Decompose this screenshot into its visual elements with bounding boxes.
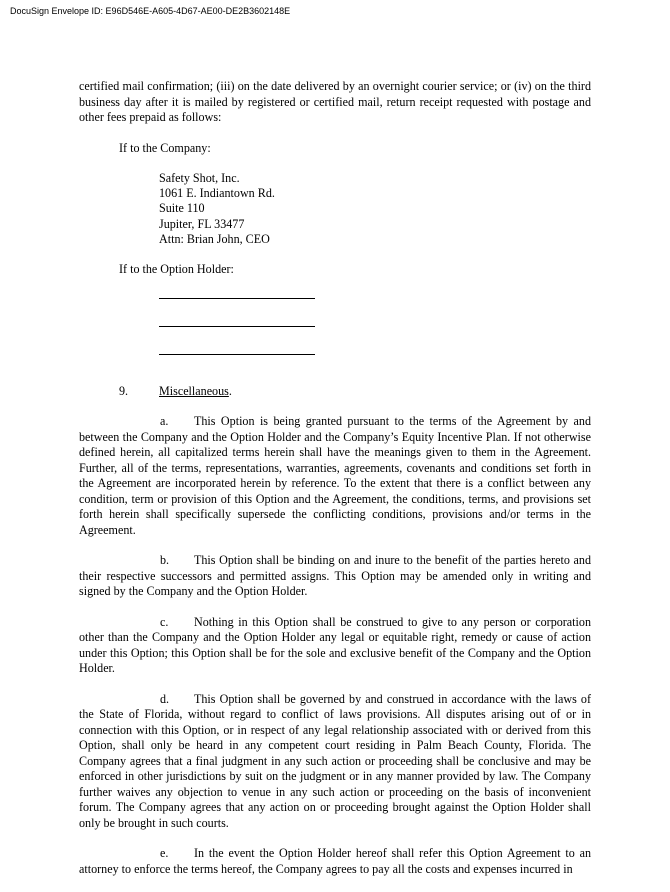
paragraph-text: This Option is being granted pursuant to the terms of the Agreement by and between the Company and the Option Holder and the Company’s Equity Incentive Plan. If not otherwise defined herein, all capitalized terms herein shall have the meanings given to them in the Agreement. Further, all of the terms, representations, warranties, agreements, covenants and conditions set forth in the Agreement are incorporated herein by reference. To the extent that there is a conflict between any condition, term or provision of this Option and the Agreement, the conditions, terms, and provisions set forth herein shall specifically supersede the conflicting conditions, provisions and/or terms in the Agreement.	[79, 414, 591, 537]
intro-paragraph: certified mail confirmation; (iii) on the date delivered by an overnight courier service; or (iv) on the third business day after it is mailed by registered or certified mail, return receipt requested with postage and other fees prepaid as follows:	[79, 79, 591, 124]
company-address	[159, 171, 591, 247]
paragraph-letter: e.	[160, 846, 169, 861]
paragraph-d	[79, 692, 591, 832]
option-holder-label: If to the Option Holder:	[119, 262, 234, 277]
address-blank-line[interactable]	[159, 334, 315, 355]
section-title: Miscellaneous	[159, 383, 229, 398]
address-line: 1061 E. Indiantown Rd.	[159, 186, 275, 201]
paragraph-c	[79, 615, 591, 677]
company-label: If to the Company:	[119, 140, 211, 155]
paragraph-text: In the event the Option Holder hereof shall refer this Option Agreement to an attorney to enforce the terms hereof, the Company agrees to pay all the costs and expenses incurred in	[79, 846, 591, 876]
address-line: Attn: Brian John, CEO	[159, 231, 270, 246]
paragraph-letter: a.	[160, 414, 169, 429]
address-blank-line[interactable]	[159, 278, 315, 299]
paragraph-letter: c.	[160, 614, 169, 629]
docusign-envelope-id: DocuSign Envelope ID: E96D546E-A605-4D67-AE00-DE2B3602148E	[10, 6, 291, 16]
option-holder-address-blanks	[159, 278, 591, 355]
paragraph-text: Nothing in this Option shall be construed to give to any person or corporation other than the Company and the Option Holder any legal or equitable right, remedy or cause of action under this Option; this Option shall be for the sole and exclusive benefit of the Company and the Option Holder.	[79, 614, 591, 676]
section-heading	[119, 384, 591, 400]
paragraph-b	[79, 553, 591, 600]
section-number: 9.	[119, 383, 129, 398]
document-page	[79, 79, 591, 892]
paragraph-letter: d.	[160, 691, 170, 706]
paragraph-text: This Option shall be governed by and construed in accordance with the laws of the State of Florida, without regard to conflict of laws provisions. All disputes arising out of or in connection with this Option, or in respect of any legal relationship associated with or derived from this Option, shall only be heard in any competent court residing in Palm Beach County, Florida. The Company agrees that a final judgment in any such action or proceeding shall be conclusive and may be enforced in other jurisdictions by suit on the judgment or in any manner provided by law. The Company further waives any objection to venue in any such action or proceeding on the basis of inconvenient forum. The Company agrees that any action on or proceeding brought against the Option Holder shall only be brought in such courts.	[79, 691, 591, 830]
section-title-period: .	[228, 383, 232, 398]
paragraph-text: This Option shall be binding on and inure to the benefit of the parties hereto and their respective successors and permitted assigns. This Option may be amended only in writing and signed by the Company and the Option Holder.	[79, 553, 591, 599]
address-line: Jupiter, FL 33477	[159, 216, 245, 231]
paragraph-e	[79, 846, 591, 877]
paragraph-letter: b.	[160, 553, 170, 568]
address-line: Suite 110	[159, 201, 205, 216]
address-blank-line[interactable]	[159, 306, 315, 327]
paragraph-a	[79, 414, 591, 538]
address-line: Safety Shot, Inc.	[159, 171, 240, 185]
